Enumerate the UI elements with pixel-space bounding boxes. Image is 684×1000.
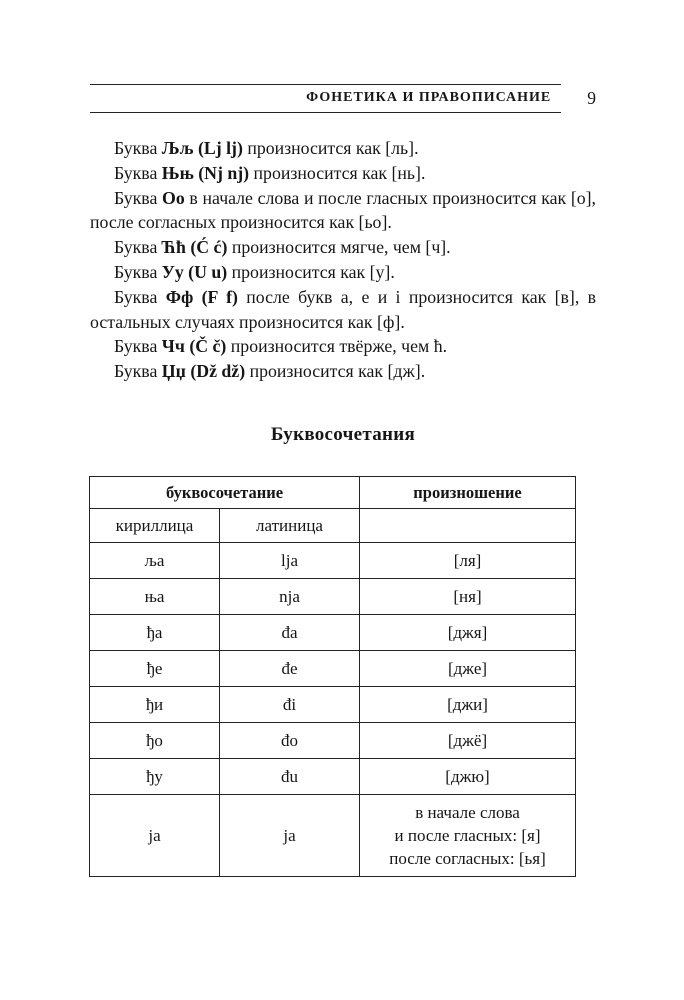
table-row <box>90 542 576 578</box>
running-head-title: ФОНЕТИКА И ПРАВОПИСАНИЕ <box>306 90 552 105</box>
cell-pronunciation: [джё] <box>360 722 576 758</box>
text-run: Буква <box>114 187 163 208</box>
cell-pronunciation: [джи] <box>360 686 576 722</box>
subheader-cell-latin: латиница <box>220 508 360 542</box>
paragraph <box>90 136 596 161</box>
paragraph <box>90 285 596 335</box>
running-head <box>90 84 561 113</box>
text-run: Буква <box>114 261 162 282</box>
header-cell-pronunciation: произношение <box>360 476 576 508</box>
cell-cyrillic: ја <box>90 794 220 876</box>
cell-latin: ja <box>220 794 360 876</box>
text-run: произносится как [у]. <box>227 261 395 282</box>
table-subheader-row <box>90 508 576 542</box>
letter-combinations-table <box>89 476 576 877</box>
cell-cyrillic: ња <box>90 578 220 614</box>
table-row <box>90 614 576 650</box>
table-row <box>90 758 576 794</box>
cell-latin: đo <box>220 722 360 758</box>
cell-latin: lja <box>220 542 360 578</box>
text-run: Џџ (Dž dž) <box>161 361 246 382</box>
text-run: Љљ (Lj lj) <box>161 138 243 158</box>
subheader-cell-cyrillic: кириллица <box>90 508 220 542</box>
text-run: Уу (U u) <box>161 261 228 282</box>
page-header <box>90 84 596 113</box>
section-heading: Буквосочетания <box>270 423 416 445</box>
table-row <box>90 578 576 614</box>
text-run: Буква <box>114 361 162 382</box>
cell-pronunciation: [дже] <box>360 650 576 686</box>
text-run: Фф (F f) <box>165 286 238 307</box>
text-run: после букв а, е и i произносится как [в], в остальных случаях произносится как [ф]. <box>90 286 597 332</box>
paragraph <box>90 359 596 384</box>
cell-cyrillic: ђа <box>90 614 220 650</box>
table-row <box>90 794 576 876</box>
text-run: произносится как [ль]. <box>242 138 419 158</box>
cell-pronunciation: [ля] <box>360 542 576 578</box>
cell-pronunciation: [джю] <box>360 758 576 794</box>
text-run: произносится как [нь]. <box>249 162 426 183</box>
text-run: Оо <box>162 187 185 208</box>
text-run: в начале слова и после гласных произносится как [о], после согласных произносится как [ьо]. <box>90 187 596 233</box>
paragraph <box>90 161 596 186</box>
text-run: произносится мягче, чем [ч]. <box>227 237 451 258</box>
text-run: Буква <box>114 286 166 307</box>
text-run: Буква <box>114 138 162 158</box>
cell-cyrillic: ђу <box>90 758 220 794</box>
cell-latin: đu <box>220 758 360 794</box>
table-header-row <box>90 476 576 508</box>
cell-cyrillic: ђе <box>90 650 220 686</box>
text-run: произносится как [дж]. <box>245 361 426 382</box>
table-row <box>90 722 576 758</box>
page-number: 9 <box>587 88 596 108</box>
text-run: Буква <box>114 237 162 258</box>
cell-pronunciation: [ня] <box>360 578 576 614</box>
paragraph <box>90 186 596 236</box>
cell-pronunciation: в начале слова и после гласных: [я] после согласных: [ья] <box>360 794 576 876</box>
cell-latin: đe <box>220 650 360 686</box>
text-run: произносится твёрже, чем ћ. <box>226 336 448 357</box>
text-run: Буква <box>114 336 162 357</box>
text-run: Њњ (Nj nj) <box>161 162 250 183</box>
cell-cyrillic: ђи <box>90 686 220 722</box>
cell-latin: đi <box>220 686 360 722</box>
paragraph <box>90 235 596 260</box>
cell-cyrillic: ђо <box>90 722 220 758</box>
header-cell-combination: буквосочетание <box>90 476 360 508</box>
cell-cyrillic: ља <box>90 542 220 578</box>
text-run: Буква <box>114 162 162 183</box>
paragraph <box>90 260 596 285</box>
cell-latin: nja <box>220 578 360 614</box>
cell-pronunciation: [джя] <box>360 614 576 650</box>
paragraph <box>90 334 596 359</box>
text-run: Чч (Č č) <box>161 336 227 357</box>
text-run: Ћћ (Ć ć) <box>161 237 228 258</box>
phonetics-rules-section <box>90 136 596 384</box>
cell-latin: đa <box>220 614 360 650</box>
subheader-cell-empty <box>360 508 576 542</box>
table-row <box>90 650 576 686</box>
table-row <box>90 686 576 722</box>
